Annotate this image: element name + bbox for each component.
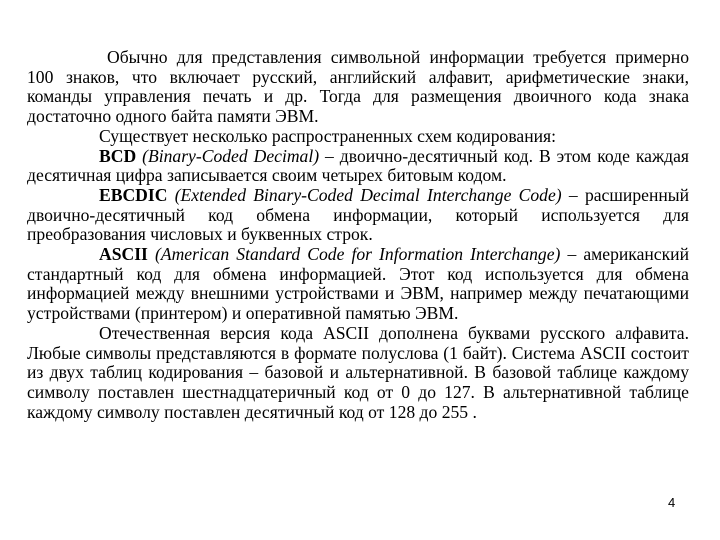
intro-paragraph: Обычно для представления символьной информации требуется примерно 100 знаков, что включает русский, английский алфавит, арифметические знаки, команды управления печать и др. Тогда для размещения двоичного кода знака достаточно одного байта памяти ЭВМ. xyxy=(27,47,689,127)
bcd-fullname: (Binary-Coded Decimal) xyxy=(142,145,320,166)
page-number: 4 xyxy=(668,495,676,510)
ascii-fullname: (American Standard Code for Information Interchange) – xyxy=(154,244,577,265)
national-paragraph: Отечественная версия кода ASCII дополнена буквами русского алфавита. Любые символы представляются в формате полуслова (1 байт). Система ASCII состоит из двух таблиц кодирования – базовой и альтернативной. В базовой таблице каждому символу поставлен шестнадцатеричный код от 0 до 127. В альтернативной таблице каждому символу поставлен десятичный код от 128 до 255 . xyxy=(27,322,689,422)
schemes-intro-paragraph: Существует несколько распространенных схем кодирования: xyxy=(99,125,557,146)
ebcdic-paragraph xyxy=(27,186,689,245)
ascii-description: американский стандартный код для обмена информацией. Этот код используется для обмена информацией между внешними устройствами и ЭВМ, например между печатающими устройствами (принтером) и оперативной памятью ЭВМ. xyxy=(27,244,689,324)
ascii-paragraph xyxy=(27,245,689,324)
ebcdic-fullname: (Extended Binary-Coded Decimal Interchange Code) – xyxy=(174,184,578,205)
bcd-paragraph xyxy=(27,147,689,186)
slide-body xyxy=(27,48,689,422)
bcd-term: BCD xyxy=(99,145,137,166)
ascii-term: ASCII xyxy=(99,244,148,265)
ebcdic-description: расширенный двоично-десятичный код обмена информации, который используется для преобразования числовых и буквенных строк. xyxy=(27,184,690,245)
ebcdic-term: EBCDIC xyxy=(99,184,168,205)
bcd-description: – двоично-десятичный код. В этом коде каждая десятичная цифра записывается своим четырех битовым кодом. xyxy=(27,145,690,186)
